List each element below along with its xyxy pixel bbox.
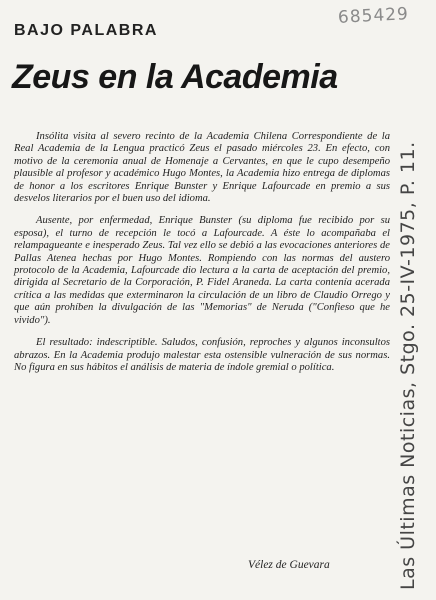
article-title: Zeus en la Academia	[12, 58, 338, 96]
article-paragraph: El resultado: indescriptible. Saludos, confusión, reproches y algunos inconsultos abrazos. En la Academia produjo malestar esta ostensible vulneración de sus normas. No figura en sus hábitos el análisis de materia de índole gremial o política.	[14, 337, 390, 373]
section-heading: BAJO PALABRA	[14, 22, 158, 39]
archive-number: 685429	[337, 4, 410, 28]
author-signature: Vélez de Guevara	[248, 559, 330, 571]
handwritten-source-note: Las Últimas Noticias, Stgo. 25-IV-1975, P. 11.	[397, 141, 419, 590]
article-paragraph: Ausente, por enfermedad, Enrique Bunster (su diploma fue recibido por su esposa), el turno de recepción le tocó a Lafourcade. A éste lo acompañaba el relampagueante e inesperado Zeus. Tal vez ello se debió a las evocaciones anteriores de Pallas Atenea hechas por Hugo Montes. Rompiendo con las normas del austero protocolo de la Academia, Lafourcade dio lectura a la carta de aceptación del premio, dirigida al Secretario de la Corporación, P. Fidel Araneda. La carta contenía acerada crítica a las medidas que exterminaron la circulación de un libro de Claudio Orrego y que aún prohíben la divulgación de las "Memorias" de Neruda ("Confieso que he vivido").	[14, 215, 390, 326]
article-body	[14, 131, 390, 384]
article-paragraph: Insólita visita al severo recinto de la Academia Chilena Correspondiente de la Real Academia de la Lengua practicó Zeus el pasado miércoles 23. En efecto, con motivo de la ceremonia anual de Homenaje a Cervantes, en que le cupo desempeño plausible al profesor y académico Hugo Montes, la Academia hizo entrega de diplomas de honor a los escritores Enrique Bunster y Enrique Lafourcade en premio a sus desvelos literarios por el buen uso del idioma.	[14, 131, 390, 205]
